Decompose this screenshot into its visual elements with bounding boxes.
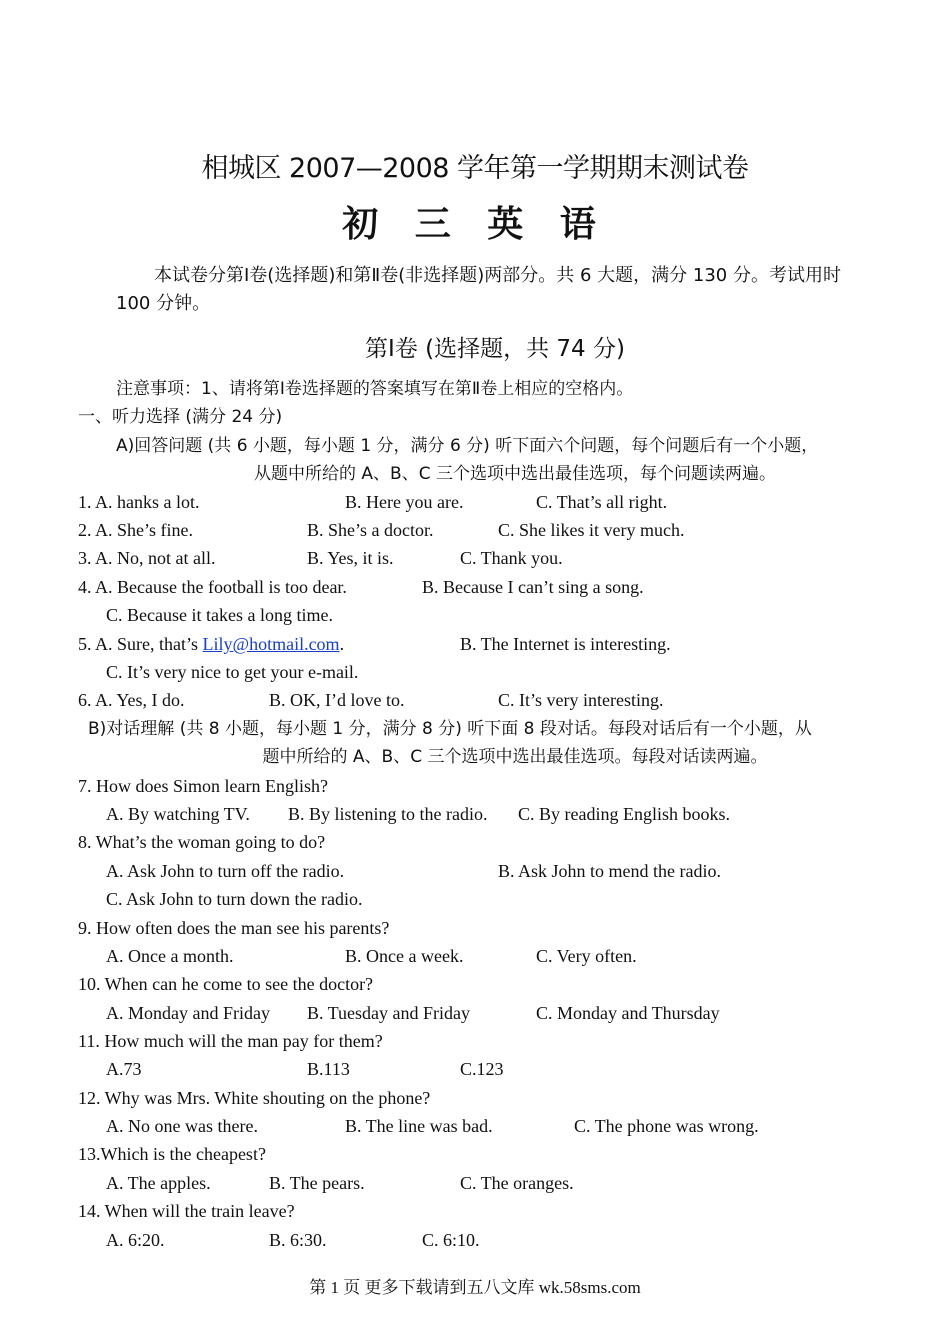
q6-option-a: 6. A. Yes, I do. — [78, 690, 185, 710]
q4-option-b: B. Because I can’t sing a song. — [422, 577, 644, 597]
exam-intro: 本试卷分第Ⅰ卷(选择题)和第Ⅱ卷(非选择题)两部分。共 6 大题，满分 130 分。考试用时 100 分钟。 — [116, 265, 841, 314]
partB-instruction-2: 题中所给的 A、B、C 三个选项中选出最佳选项。每段对话读两遍。 — [262, 747, 768, 767]
q10-option-b: B. Tuesday and Friday — [307, 1003, 471, 1023]
subject-title: 初 三 英 语 — [342, 204, 608, 245]
q8-stem: 8. What’s the woman going to do? — [78, 832, 326, 852]
q12-stem: 12. Why was Mrs. White shouting on the phone? — [78, 1088, 431, 1108]
q8-option-b: B. Ask John to mend the radio. — [498, 861, 721, 881]
q1-option-a: 1. A. hanks a lot. — [78, 492, 200, 512]
partA-instruction-2: 从题中所给的 A、B、C 三个选项中选出最佳选项，每个问题读两遍。 — [254, 464, 776, 484]
q14-option-c: C. 6:10. — [422, 1230, 480, 1250]
q13-option-c: C. The oranges. — [460, 1173, 574, 1193]
q8-option-a: A. Ask John to turn off the radio. — [106, 861, 345, 881]
q10-option-a: A. Monday and Friday — [106, 1003, 270, 1023]
q1-option-b: B. Here you are. — [345, 492, 464, 512]
notice: 注意事项：1、请将第Ⅰ卷选择题的答案填写在第Ⅱ卷上相应的空格内。 — [116, 379, 634, 399]
q1-option-c: C. That’s all right. — [536, 492, 668, 512]
q5-option-a-prefix: 5. A. Sure, that’s — [78, 634, 203, 654]
q14-option-a: A. 6:20. — [106, 1230, 165, 1250]
email-link[interactable]: Lily@hotmail.com — [202, 634, 340, 654]
q9-option-b: B. Once a week. — [345, 946, 464, 966]
q11-option-b: B.113 — [307, 1059, 350, 1079]
q14-option-b: B. 6:30. — [269, 1230, 327, 1250]
q5-option-c: C. It’s very nice to get your e-mail. — [106, 662, 359, 682]
q8-option-c: C. Ask John to turn down the radio. — [106, 889, 363, 909]
q10-stem: 10. When can he come to see the doctor? — [78, 974, 374, 994]
q7-stem: 7. How does Simon learn English? — [78, 776, 328, 796]
q4-option-a: 4. A. Because the football is too dear. — [78, 577, 347, 597]
q2-option-a: 2. A. She’s fine. — [78, 520, 193, 540]
q9-option-c: C. Very often. — [536, 946, 637, 966]
q2-option-b: B. She’s a doctor. — [307, 520, 434, 540]
part1-title: 第Ⅰ卷 (选择题，共 74 分) — [365, 336, 625, 362]
q7-option-a: A. By watching TV. — [106, 804, 250, 824]
page-footer: 第 1 页 更多下载请到五八文库 wk.58sms.com — [309, 1278, 641, 1297]
q3-option-a: 3. A. No, not at all. — [78, 548, 216, 568]
q12-option-c: C. The phone was wrong. — [574, 1116, 759, 1136]
q4-option-c: C. Because it takes a long time. — [106, 605, 333, 625]
q6-option-b: B. OK, I’d love to. — [269, 690, 405, 710]
q3-option-c: C. Thank you. — [460, 548, 563, 568]
q7-option-c: C. By reading English books. — [518, 804, 730, 824]
q12-option-b: B. The line was bad. — [345, 1116, 493, 1136]
q14-stem: 14. When will the train leave? — [78, 1201, 295, 1221]
q10-option-c: C. Monday and Thursday — [536, 1003, 720, 1023]
q6-option-c: C. It’s very interesting. — [498, 690, 664, 710]
q9-option-a: A. Once a month. — [106, 946, 234, 966]
q11-option-a: A.73 — [106, 1059, 142, 1079]
q3-option-b: B. Yes, it is. — [307, 548, 394, 568]
q5-option-a-suffix: . — [339, 634, 345, 654]
q12-option-a: A. No one was there. — [106, 1116, 258, 1136]
q13-stem: 13.Which is the cheapest? — [78, 1144, 266, 1164]
q9-stem: 9. How often does the man see his parents? — [78, 918, 390, 938]
q2-option-c: C. She likes it very much. — [498, 520, 685, 540]
q13-option-b: B. The pears. — [269, 1173, 365, 1193]
q5-option-a — [78, 632, 344, 656]
q7-option-b: B. By listening to the radio. — [288, 804, 488, 824]
q13-option-a: A. The apples. — [106, 1173, 211, 1193]
partB-instruction-1: B)对话理解 (共 8 小题，每小题 1 分，满分 8 分) 听下面 8 段对话。每段对话后有一个小题，从 — [88, 719, 812, 739]
q11-stem: 11. How much will the man pay for them? — [78, 1031, 383, 1051]
section1-heading: 一、听力选择 (满分 24 分) — [78, 407, 283, 427]
q5-option-b: B. The Internet is interesting. — [460, 634, 671, 654]
partA-instruction-1: A)回答问题 (共 6 小题，每小题 1 分，满分 6 分) 听下面六个问题，每个问题后有一个小题， — [116, 436, 819, 456]
q11-option-c: C.123 — [460, 1059, 504, 1079]
exam-title: 相城区 2007—2008 学年第一学期期末测试卷 — [201, 153, 749, 184]
